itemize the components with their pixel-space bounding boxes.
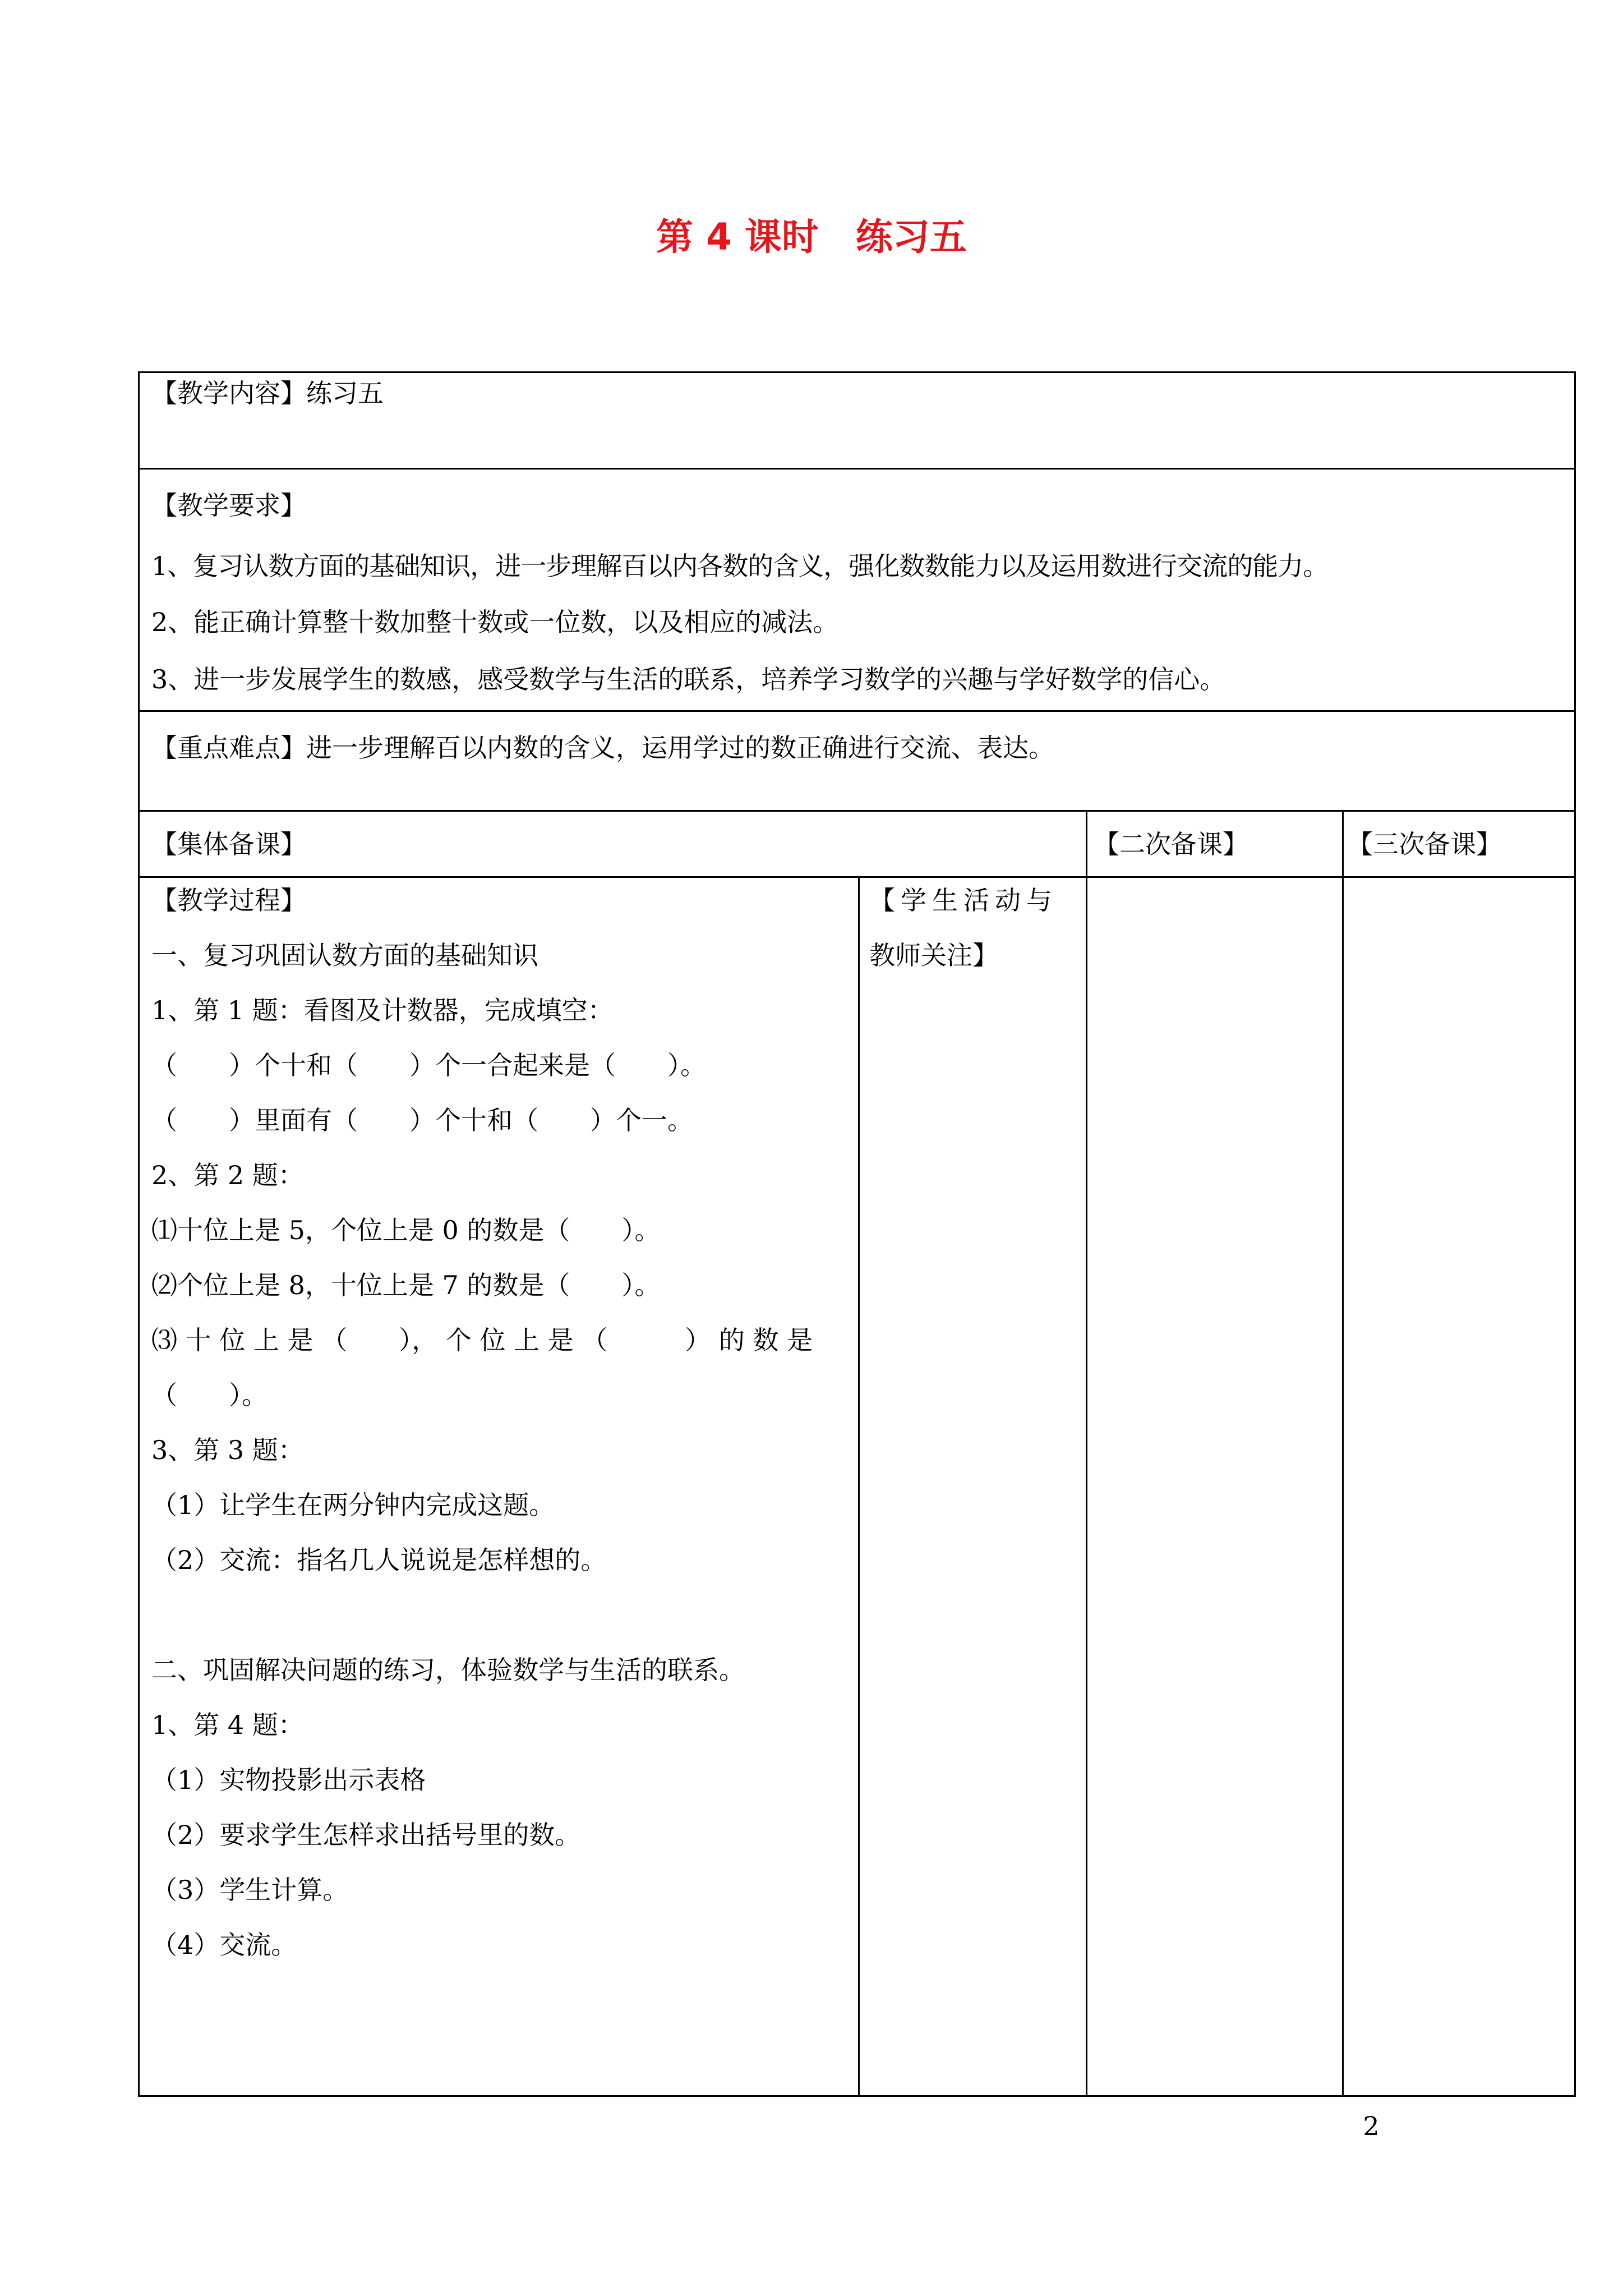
process-line: 1、第 4 题：	[151, 1710, 304, 1740]
process-line: （1）让学生在两分钟内完成这题。	[151, 1490, 555, 1520]
row-divider-content	[138, 468, 1576, 470]
row-divider-keypoints	[138, 810, 1576, 812]
process-line: （ ）里面有（ ）个十和（ ）个一。	[151, 1105, 693, 1135]
row-divider-prep-header	[138, 876, 1576, 878]
page-title: 第 4 课时 练习五	[656, 215, 967, 259]
process-line: 二、巩固解决问题的练习，体验数学与生活的联系。	[151, 1655, 745, 1685]
process-heading: 【教学过程】	[151, 885, 306, 915]
col-divider-activity	[858, 876, 860, 2097]
process-line: 一、复习巩固认数方面的基础知识	[151, 940, 538, 970]
col-divider-collective	[1086, 810, 1087, 2097]
key-points: 【重点难点】进一步理解百以内数的含义，运用学过的数正确进行交流、表达。	[151, 733, 1054, 763]
process-line: 1、第 1 题：看图及计数器，完成填空：	[151, 995, 614, 1025]
requirements-heading: 【教学要求】	[151, 490, 306, 521]
process-line: （1）实物投影出示表格	[151, 1765, 426, 1795]
process-line: ⑴十位上是 5，个位上是 0 的数是（ ）。	[151, 1215, 661, 1245]
third-prep-header: 【三次备课】	[1347, 829, 1502, 859]
process-line: （2）交流：指名几人说说是怎样想的。	[151, 1545, 607, 1575]
activity-heading: 【学生活动与	[869, 885, 1058, 915]
process-line: 3、第 3 题：	[151, 1435, 304, 1465]
process-line: 2、第 2 题：	[151, 1160, 304, 1190]
requirement-item: 3、进一步发展学生的数感，感受数学与生活的联系，培养学习数学的兴趣与学好数学的信心。	[151, 664, 1226, 694]
col-divider-second	[1342, 810, 1344, 2097]
process-line: （3）学生计算。	[151, 1875, 349, 1905]
process-line: （2）要求学生怎样求出括号里的数。	[151, 1820, 581, 1850]
page-number: 2	[1363, 2111, 1380, 2141]
collective-prep-header: 【集体备课】	[151, 829, 306, 859]
process-line: （ ）个十和（ ）个一合起来是（ ）。	[151, 1050, 706, 1080]
row-divider-requirements	[138, 710, 1576, 712]
teaching-content: 【教学内容】练习五	[151, 378, 384, 408]
process-line: ⑶ 十 位 上 是 （ ）， 个 位 上 是 （ ） 的 数 是	[151, 1325, 813, 1355]
activity-heading-cont: 教师关注】	[869, 940, 998, 970]
requirement-item: 2、能正确计算整十数加整十数或一位数，以及相应的减法。	[151, 607, 839, 637]
requirement-item: 1、复习认数方面的基础知识，进一步理解百以内各数的含义，强化数数能力以及运用数进行交流的能力。	[151, 551, 1329, 581]
process-line: （ ）。	[151, 1380, 268, 1410]
second-prep-header: 【二次备课】	[1094, 829, 1248, 859]
process-line: （4）交流。	[151, 1930, 297, 1960]
process-line: ⑵个位上是 8，十位上是 7 的数是（ ）。	[151, 1270, 661, 1300]
